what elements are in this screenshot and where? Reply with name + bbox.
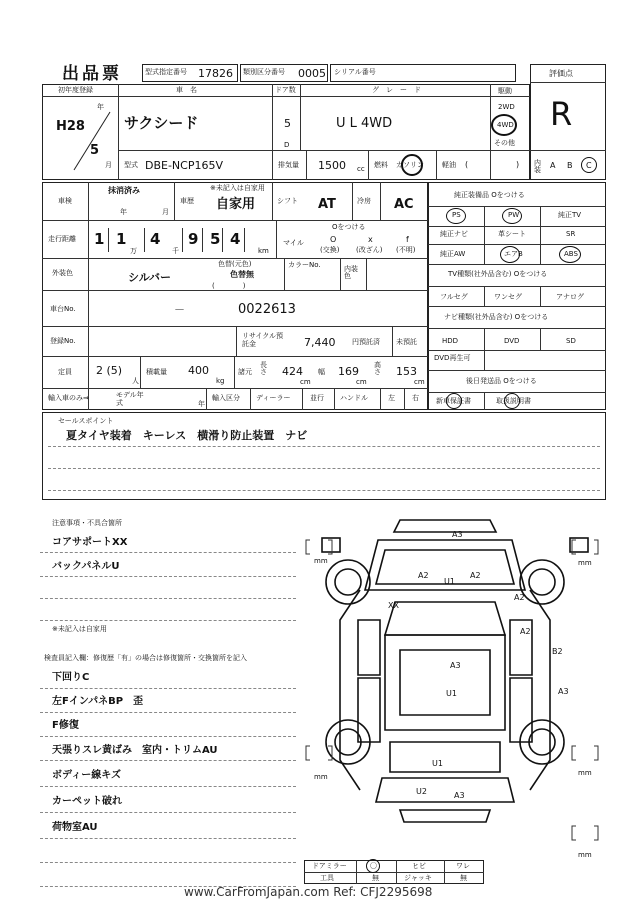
load-unit: kg [216,377,225,385]
model-number-label: 型式指定番号 [145,68,187,76]
type-label: 型式 [124,161,138,169]
shift-value: AT [318,197,336,212]
meter-opt-f: f [406,235,409,244]
dims-label: 諸元 [238,368,252,376]
dvd-playback-label: DVD再生可 [434,354,471,362]
equipment-nav: 純正ナビ [440,230,468,238]
displacement-unit: cc [357,165,365,173]
jack-value: 無 [460,874,467,882]
tv-opt-fullseg: フルセグ [440,293,468,301]
recycle-amount: 7,440 [304,336,336,349]
car-name: サクシード [124,114,199,132]
color-label: 外装色 [52,269,73,277]
equipment-title: 純正装備品 Oをつける [454,191,525,199]
drive-2wd: 2WD [498,103,515,111]
damage-mark-roof: A3 [450,661,461,670]
interior-grade-c-circle [581,157,597,173]
inspection-month: 月 [162,208,169,216]
watermark: www.CarFromJapan.com Ref: CFJ2295698 [184,885,433,899]
selling-points-text: 夏タイヤ装着 キーレス 横滑り防止装置 ナビ [66,429,308,442]
meter-opt-label-2: (改ざん) [356,246,383,254]
page-title: 出品票 [62,64,122,84]
damage-mark-roof-lower: U1 [446,689,457,698]
inspector-line-5: ボディー線キズ [52,770,121,781]
fuel-other-paren: ( [465,160,469,169]
grade-label: 評価点 [549,69,573,78]
width-unit: cm [356,378,367,386]
class-number-label: 類別区分番号 [243,68,285,76]
width-label: 幅 [318,368,325,376]
caution-line-2: バックパネルU [52,561,120,572]
doors-label: ドア数 [275,86,296,94]
model-number: 17826 [198,67,233,80]
inspector-line-3: F修復 [52,720,79,731]
equipment-abs-circle [559,246,581,263]
damage-mark-hood-right: A2 [470,571,481,580]
handle-label: ハンドル [340,394,368,402]
diagram-unit-rear: mm [578,851,592,859]
grade-value: R [550,95,573,133]
mirror-break-label: ワレ [456,862,470,870]
caution-label: 注意事項・不具合箇所 [52,519,122,527]
meter-opt-o: O [330,235,337,244]
import-class-label: 輸入区分 [212,394,240,402]
displacement-value: 1500 [318,159,346,172]
mileage-digit-6: 4 [230,230,241,248]
tv-opt-oneseg: ワンセグ [494,293,522,301]
nav-opt-dvd: DVD [504,337,520,345]
chassis-label: 車台No. [50,305,76,313]
fuel-diesel: 軽油 [442,161,456,169]
fuel-other-paren-close: ) [516,160,520,169]
load-label: 積載量 [146,368,167,376]
later-manual-circle [504,393,520,409]
grade-column-label: グ レ ー ド [372,86,421,94]
selling-points-label: セールスポイント [58,417,114,425]
color-change-value: 色替無 [230,270,254,279]
equipment-ps-circle [446,208,466,224]
later-warranty: 新車保証書 [436,397,471,405]
nav-type-title: ナビ種類(社外品含む) Oをつける [444,313,549,321]
handle-left: 左 [388,394,395,402]
registration-month: 5 [90,143,100,158]
displacement-label: 排気量 [278,161,299,169]
damage-mark-back-door: U1 [432,759,443,768]
chassis-dash: － [174,303,185,316]
diagram-unit-fl: mm [314,557,328,565]
car-damage-diagram [300,510,610,860]
height-unit: cm [414,378,425,386]
damage-mark-right-rear-door: B2 [552,647,563,656]
car-name-label: 車 名 [176,86,197,94]
equipment-pw-circle [502,208,522,224]
inspector-line-2: 左FインパネBP 歪 [52,696,144,707]
import-class-parallel: 並行 [310,394,324,402]
import-class-dealer: ディーラー [256,394,291,402]
capacity-value: 2 (5) [96,364,123,377]
doors-value: 5 [284,117,291,130]
drive-4wd-circle [491,114,517,136]
chassis-number: 0022613 [238,302,296,317]
length-value: 424 [282,365,303,378]
meter-opt-label-3: (不明) [396,246,416,254]
color-value: シルバー [128,271,171,284]
damage-mark-hood-left: A2 [418,571,429,580]
equipment-abs: ABS [564,250,578,258]
nav-opt-hdd: HDD [442,337,459,345]
fuel-gasoline-circle [401,154,423,176]
damage-mark-left-fender: XX [388,601,399,610]
first-reg-label: 初年度登録 [58,86,93,94]
interior-label: 内装 [534,159,541,174]
fuel-label: 燃料 [374,161,388,169]
mileage-label: 走行距離 [48,235,76,243]
registration-year-unit: 年 [97,103,104,111]
damage-mark-hood-center: U1 [444,577,455,586]
tools-label: 工具 [320,874,334,882]
mileage-sen-unit: 千 [172,247,179,255]
damage-mark-right-front-door: A2 [520,627,531,636]
load-value: 400 [188,364,209,377]
damage-mark-rear-panel: U2 [416,787,427,796]
damage-mark-front-bumper: A3 [452,530,463,539]
later-manual: 取扱説明書 [496,397,531,405]
drive-label: 駆動 [498,87,512,95]
mileage-digit-1: 1 [94,230,105,248]
mirror-crack-label: ヒビ [412,862,426,870]
color-number-label: カラーNo. [288,261,321,269]
equipment-aw: 純正AW [440,250,466,258]
later-warranty-circle [446,393,462,409]
ac-label: 冷房 [357,197,371,205]
mileage-km-unit: km [258,247,269,255]
color-change-paren: ( ) [212,282,246,290]
height-value: 153 [396,365,417,378]
mirror-label: ドアミラー [312,862,347,870]
inspector-line-7: 荷物室AU [52,822,98,833]
mileage-digit-3: 4 [150,230,161,248]
equipment-airbag-circle [500,246,520,263]
tv-opt-analog: アナログ [556,293,584,301]
mileage-digit-5: 5 [210,230,221,248]
registration-month-unit: 月 [105,161,112,169]
ac-value: AC [394,197,414,212]
model-year-label: モデル年式 [116,391,144,408]
fuel-gasoline: ガソリン [396,161,424,169]
drive-other: その他 [494,139,515,147]
registration-number-label: 登録No. [50,337,76,345]
registration-era: H28 [56,119,85,134]
mirror-value-circle [366,859,380,873]
later-items-title: 後日発送品 Oをつける [466,377,537,385]
recycle-unpaid: 未預託 [396,338,417,346]
caution-line-1: コアサポートXX [52,537,128,548]
recycle-paid: 円預託済 [352,338,380,346]
damage-mark-right-fender: A2 [514,593,525,602]
usage-note: ※未記入は自家用 [210,184,265,192]
color-change-label: 色替(元色) [218,260,252,268]
doors-unit: D [284,141,290,149]
interior-grade-a: A [550,161,556,170]
damage-mark-rear-bumper: A3 [454,791,465,800]
equipment-airbag: エアB [504,250,523,258]
length-label: 長さ [260,361,267,376]
length-unit: cm [300,378,311,386]
usage-value: 自家用 [216,197,256,212]
class-number: 0005 [298,67,326,80]
import-label: 輸入車のみ⇒ [48,394,89,402]
mileage-man-unit: 万 [130,247,137,255]
width-value: 169 [338,365,359,378]
equipment-tv: 純正TV [558,211,582,219]
mileage-digit-2: 1 [116,230,127,248]
inspection-value: 抹消済み [108,186,140,195]
meter-label: マイル [283,239,304,247]
diagram-unit-fr: mm [578,559,592,567]
inspector-line-1: 下回りC [52,672,90,683]
drive-4wd: 4WD [497,121,514,129]
equipment-leather: 革シート [498,230,526,238]
diagram-unit-rl: mm [314,773,328,781]
tools-value: 無 [372,874,379,882]
handle-right: 右 [412,394,419,402]
mirror-value: 〇 [370,862,377,870]
capacity-label: 定員 [58,368,72,376]
height-label: 高さ [374,361,381,376]
usage-label: 車歴 [180,197,194,205]
inspector-label: 検査員記入欄：修復歴「有」の場合は修復箇所・交換箇所を記入 [44,654,247,662]
grade-text: U L 4WD [336,116,393,131]
inspection-year: 年 [120,208,127,216]
shift-label: シフト [277,197,298,205]
model-year-suffix: 年 [198,400,205,408]
diagram-unit-rr: mm [578,769,592,777]
tv-type-title: TV種類(社外品含む) Oをつける [448,270,548,278]
damage-mark-right-quarter: A3 [558,687,569,696]
meter-note: Oをつける [332,223,366,231]
inspector-line-6: カーペット破れ [52,796,122,807]
jack-label: ジャッキ [404,874,432,882]
equipment-ps: PS [452,211,461,219]
mileage-digit-4: 9 [188,230,199,248]
capacity-unit: 人 [132,377,139,385]
inspection-label: 車検 [58,197,72,205]
inspector-line-4: 天張りスレ黄ばみ 室内・トリムAU [52,745,218,756]
interior-color-label: 内装色 [344,265,358,280]
recycle-label: リサイクル預託金 [242,332,284,349]
nav-opt-sd: SD [566,337,576,345]
interior-grade-c: C [586,161,592,170]
interior-grade-b: B [567,161,573,170]
caution-footnote: ※未記入は自家用 [52,625,107,633]
serial-number-label: シリアル番号 [334,68,376,76]
equipment-pw: PW [508,211,520,219]
meter-opt-label-1: (交換) [320,246,340,254]
meter-opt-x: x [368,235,373,244]
type-value: DBE-NCP165V [145,159,223,172]
selling-points-box [42,412,606,500]
equipment-sr: SR [566,230,576,238]
